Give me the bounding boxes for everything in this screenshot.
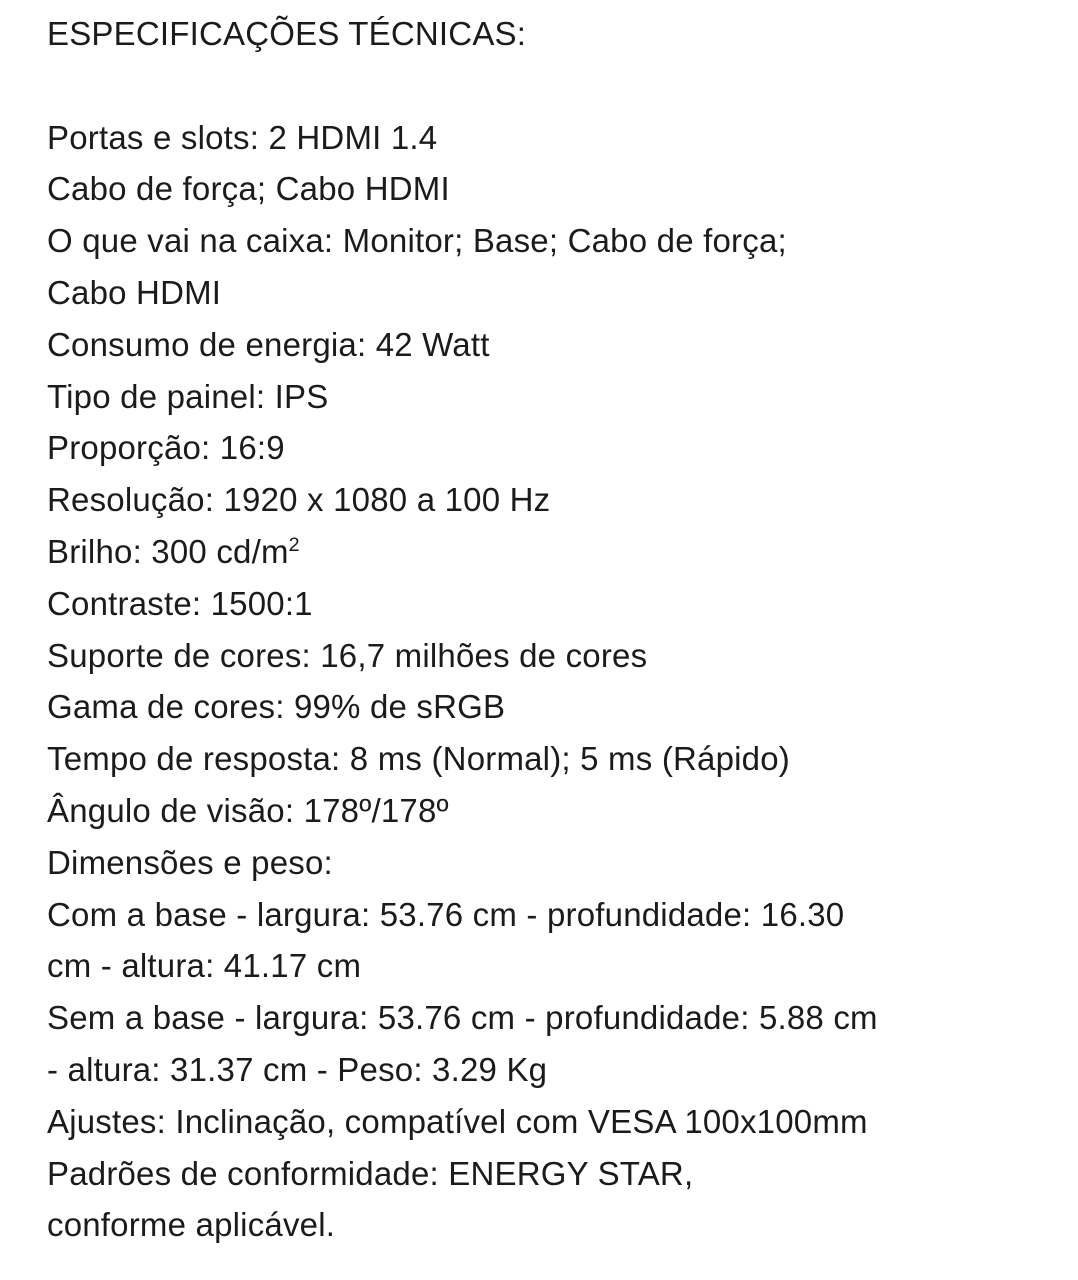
spec-line-compliance-cont: conforme aplicável. (47, 1206, 336, 1244)
spec-line-resolution: Resolução: 1920 x 1080 a 100 Hz (47, 481, 551, 519)
spec-line-brightness-text: Brilho: 300 cd/m (47, 532, 289, 570)
spec-line-box-contents-cont: Cabo HDMI (47, 273, 222, 311)
spec-line-color-gamut: Gama de cores: 99% de sRGB (47, 688, 506, 726)
spec-line-panel-type: Tipo de painel: IPS (47, 377, 329, 415)
spec-line-contrast: Contraste: 1500:1 (47, 584, 313, 622)
spec-line-power: Consumo de energia: 42 Watt (47, 325, 490, 363)
spec-line-box-contents: O que vai na caixa: Monitor; Base; Cabo de força; (47, 222, 787, 260)
spec-line-compliance: Padrões de conformidade: ENERGY STAR, (47, 1154, 694, 1192)
spec-line-aspect-ratio: Proporção: 16:9 (47, 429, 285, 467)
spec-line-dimensions-heading: Dimensões e peso: (47, 843, 333, 881)
spec-line-without-base: Sem a base - largura: 53.76 cm - profundidade: 5.88 cm (47, 999, 878, 1037)
spec-line-response-time: Tempo de resposta: 8 ms (Normal); 5 ms (Rápido) (47, 740, 790, 778)
spec-line-ports: Portas e slots: 2 HDMI 1.4 (47, 118, 438, 156)
spec-line-brightness (47, 526, 1057, 578)
spec-line-color-support: Suporte de cores: 16,7 milhões de cores (47, 636, 648, 674)
spec-line-cables: Cabo de força; Cabo HDMI (47, 170, 450, 208)
spec-line-with-base: Com a base - largura: 53.76 cm - profundidade: 16.30 (47, 895, 845, 933)
spec-line-without-base-cont: - altura: 31.37 cm - Peso: 3.29 Kg (47, 1050, 548, 1088)
spec-heading: ESPECIFICAÇÕES TÉCNICAS: (47, 15, 527, 52)
spec-document (47, 8, 1057, 1251)
brightness-superscript: 2 (288, 533, 300, 556)
spec-line-adjustments: Ajustes: Inclinação, compatível com VESA 100x100mm (47, 1102, 868, 1140)
spec-line-viewing-angle: Ângulo de visão: 178º/178º (47, 791, 449, 829)
spec-line-with-base-cont: cm - altura: 41.17 cm (47, 947, 362, 985)
